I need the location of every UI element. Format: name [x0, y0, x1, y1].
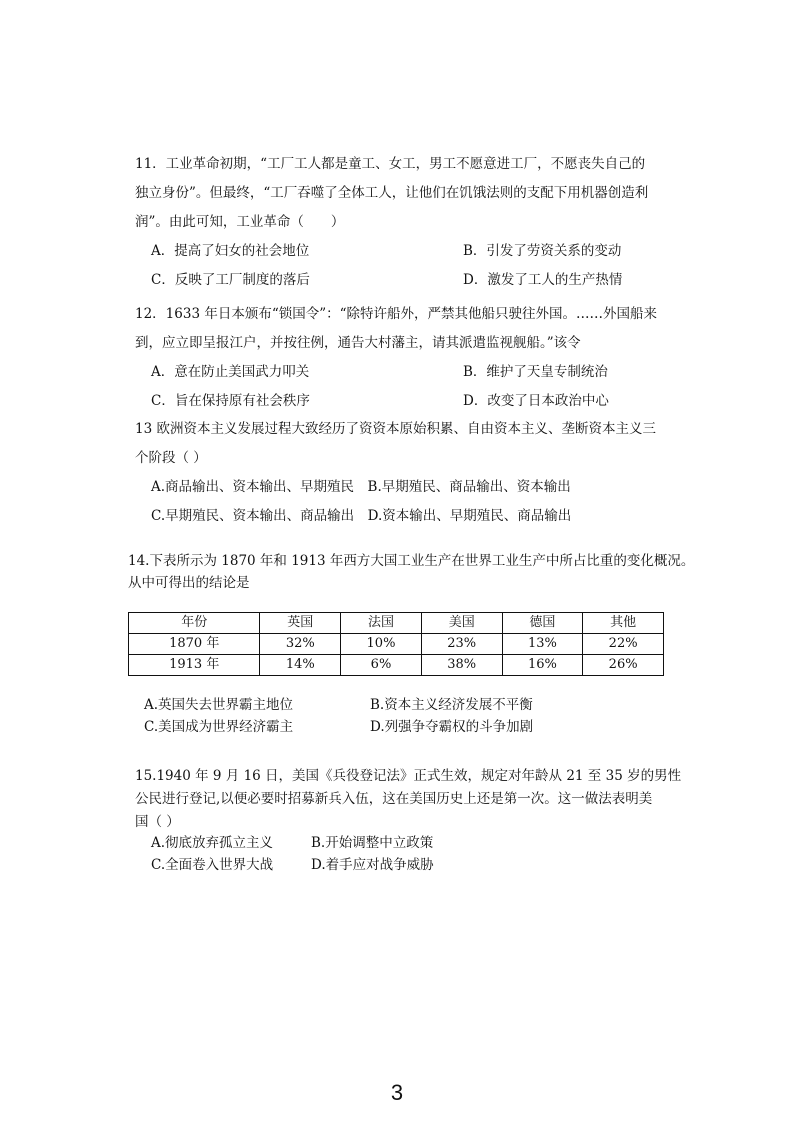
question-13-options-row-2: C.早期殖民、资本输出、商品输出 D.资本输出、早期殖民、商品输出	[151, 508, 572, 524]
question-12-line-1: 12．1633 年日本颁布“锁国令”：“除特许船外，严禁其他船只驶往外国。……外国船来	[135, 306, 658, 322]
option-c: C.全面卷入世界大战	[151, 857, 274, 873]
table-row	[129, 634, 664, 655]
table-cell: 38%	[421, 655, 502, 676]
question-15-line-1: 15.1940 年 9 月 16 日，美国《兵役登记法》正式生效，规定对年龄从 21 至 35 岁的男性	[135, 768, 682, 784]
question-12-line-2: 到，应立即呈报江户，并按往例，通告大村藩主，请其派遣监视舰船。”该令	[135, 335, 581, 351]
question-12-options-row-2	[135, 387, 665, 416]
question-15-options-row-1	[135, 832, 695, 854]
table-cell: 6%	[341, 655, 422, 676]
table-cell: 10%	[341, 634, 422, 655]
table-cell: 14%	[260, 655, 341, 676]
table-cell: 13%	[502, 634, 583, 655]
option-d: D．改变了日本政治中心	[463, 393, 609, 409]
question-14-options-row-1	[128, 694, 708, 716]
option-b: B．引发了劳资关系的变动	[463, 243, 622, 259]
question-14-options-row-2	[128, 716, 708, 738]
question-15-line-3: 国（ ）	[135, 814, 180, 830]
table-cell: 1913 年	[129, 655, 260, 676]
question-11-options-row-2	[135, 266, 665, 295]
question-11-line-2: 独立身份”。但最终，“工厂吞噬了全体工人，让他们在饥饿法则的支配下用机器创造利	[135, 185, 649, 201]
table-header-cell: 其他	[583, 613, 664, 634]
question-15-line-2: 公民进行登记,以便必要时招募新兵入伍，这在美国历史上还是第一次。这一做法表明美	[135, 791, 653, 807]
question-12-options-row-1	[135, 358, 665, 387]
table-header-row	[129, 613, 664, 634]
option-d: D．激发了工人的生产热情	[463, 272, 623, 288]
table-header-cell: 英国	[260, 613, 341, 634]
option-a: A．意在防止美国武力叩关	[151, 364, 310, 380]
question-15-options-row-2	[135, 854, 695, 876]
option-c: C．反映了工厂制度的落后	[151, 272, 310, 288]
page-number: 3	[390, 1080, 404, 1105]
option-b: B．维护了天皇专制统治	[463, 364, 608, 380]
industrial-share-table	[128, 612, 664, 676]
question-11-options-row-1	[135, 237, 665, 266]
question-14-options	[128, 694, 708, 738]
table-header-cell: 年份	[129, 613, 260, 634]
question-14	[128, 550, 708, 594]
option-c: C.美国成为世界经济霸主	[144, 719, 294, 735]
question-15-options	[135, 832, 695, 876]
table-cell: 16%	[502, 655, 583, 676]
question-13-options-row-1: A.商品输出、资本输出、早期殖民 B.早期殖民、商品输出、资本输出	[151, 479, 571, 495]
question-11	[135, 150, 665, 295]
option-b: B.开始调整中立政策	[311, 835, 434, 851]
table-cell: 1870 年	[129, 634, 260, 655]
question-13	[135, 415, 695, 531]
table-cell: 26%	[583, 655, 664, 676]
option-d: D.着手应对战争威胁	[311, 857, 434, 873]
question-14-line-1: 14.下表所示为 1870 年和 1913 年西方大国工业生产在世界工业生产中所占比重的变化概况。	[128, 553, 695, 569]
question-12	[135, 300, 665, 416]
option-d: D.列强争夺霸权的斗争加剧	[370, 719, 534, 735]
table-header-cell: 法国	[341, 613, 422, 634]
option-c: C．旨在保持原有社会秩序	[151, 393, 310, 409]
question-15	[135, 765, 695, 834]
table-header-cell: 德国	[502, 613, 583, 634]
question-13-line-1: 13 欧洲资本主义发展过程大致经历了资资本原始积累、自由资本主义、垄断资本主义三	[135, 421, 656, 437]
table-header-cell: 美国	[421, 613, 502, 634]
table-row	[129, 655, 664, 676]
table-cell: 22%	[583, 634, 664, 655]
question-11-line-3: 润”。由此可知，工业革命（ ）	[135, 214, 345, 230]
question-11-line-1: 11．工业革命初期，“工厂工人都是童工、女工，男工不愿意进工厂，不愿丧失自己的	[135, 156, 646, 172]
question-13-line-2: 个阶段（ ）	[135, 450, 207, 466]
table-cell: 32%	[260, 634, 341, 655]
question-14-line-2: 从中可得出的结论是	[128, 575, 250, 591]
option-a: A．提高了妇女的社会地位	[151, 243, 310, 259]
table-cell: 23%	[421, 634, 502, 655]
option-b: B.资本主义经济发展不平衡	[370, 697, 533, 713]
option-a: A.彻底放弃孤立主义	[151, 835, 274, 851]
option-a: A.英国失去世界霸主地位	[144, 697, 294, 713]
